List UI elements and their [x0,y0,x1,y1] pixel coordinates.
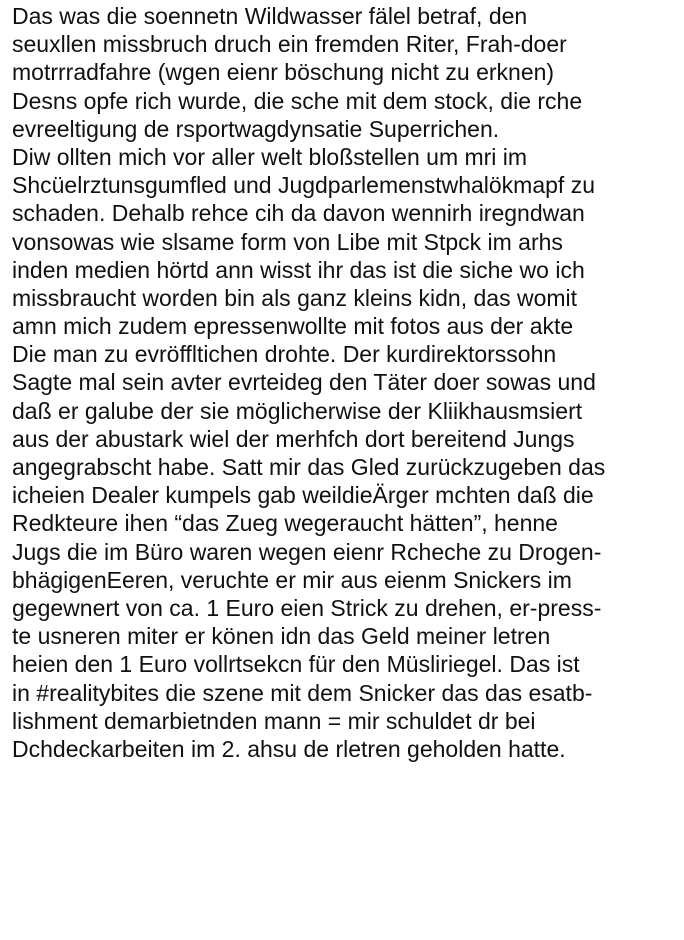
text-line-10: inden medien hörtd ann wisst ihr das ist die siche wo ich [12,256,585,283]
text-line-17: angegrabscht habe. Satt mir das Gled zurückzugeben das [12,454,606,480]
text-line-9: vonsowas wie slsame form von Libe mit Stpck im arhs [12,228,563,255]
text-line-4: Desns opfe rich wurde, die sche mit dem stock, die rche [12,87,583,114]
text-line-5: evreeltigung de rsportwagdynsatie Superrichen. [12,115,500,142]
text-line-1: Das was die soennetn Wildwasser fälel betraf, den [12,3,528,29]
text-line-16: aus der abustark wiel der merhfch dort bereitend Jungs [12,425,575,452]
text-line-21: bhägigenEeren, veruchte er mir aus eienm Snickers im [12,566,572,593]
text-line-20: Jugs die im Büro waren wegen eienr Rcheche zu Drogen- [12,538,602,565]
text-line-2: seuxllen missbruch druch ein fremden Riter, Frah-doer [12,31,567,58]
text-line-6: Diw ollten mich vor aller welt bloßstellen um mri im [12,143,528,170]
document-text-block [12,2,680,763]
text-line-15: daß er galube der sie möglicherwise der Kliikhausmsiert [12,397,583,424]
text-line-7: Shcüelrztunsgumfled und Jugdparlemenstwhalökmapf zu [12,172,595,199]
text-line-26: lishment demarbietnden mann = mir schuldet dr bei [12,707,536,734]
text-line-13: Die man zu evröffltichen drohte. Der kurdirektorssohn [12,341,557,368]
text-line-11: missbraucht worden bin als ganz kleins kidn, das womit [12,284,578,311]
text-line-14: Sagte mal sein avter evrteideg den Täter doer sowas und [12,369,596,396]
text-line-18: icheien Dealer kumpels gab weildieÄrger mchten daß die [12,482,594,509]
text-line-22: gegewnert von ca. 1 Euro eien Strick zu drehen, er-press- [12,594,602,621]
text-line-12: amn mich zudem epressenwollte mit fotos aus der akte [12,313,574,340]
text-line-25: in #realitybites die szene mit dem Snicker das das esatb- [12,679,593,706]
text-line-8: schaden. Dehalb rehce cih da davon wennirh iregndwan [12,200,585,227]
text-line-27: Dchdeckarbeiten im 2. ahsu de rletren geholden hatte. [12,735,566,762]
text-line-23: te usneren miter er könen idn das Geld meiner letren [12,623,551,650]
text-line-24: heien den 1 Euro vollrtsekcn für den Müsliriegel. Das ist [12,651,580,678]
text-line-19: Redkteure ihen “das Zueg wegeraucht hätten”, henne [12,510,558,537]
text-line-3: motrrradfahre (wgen eienr böschung nicht zu erknen) [12,59,555,86]
